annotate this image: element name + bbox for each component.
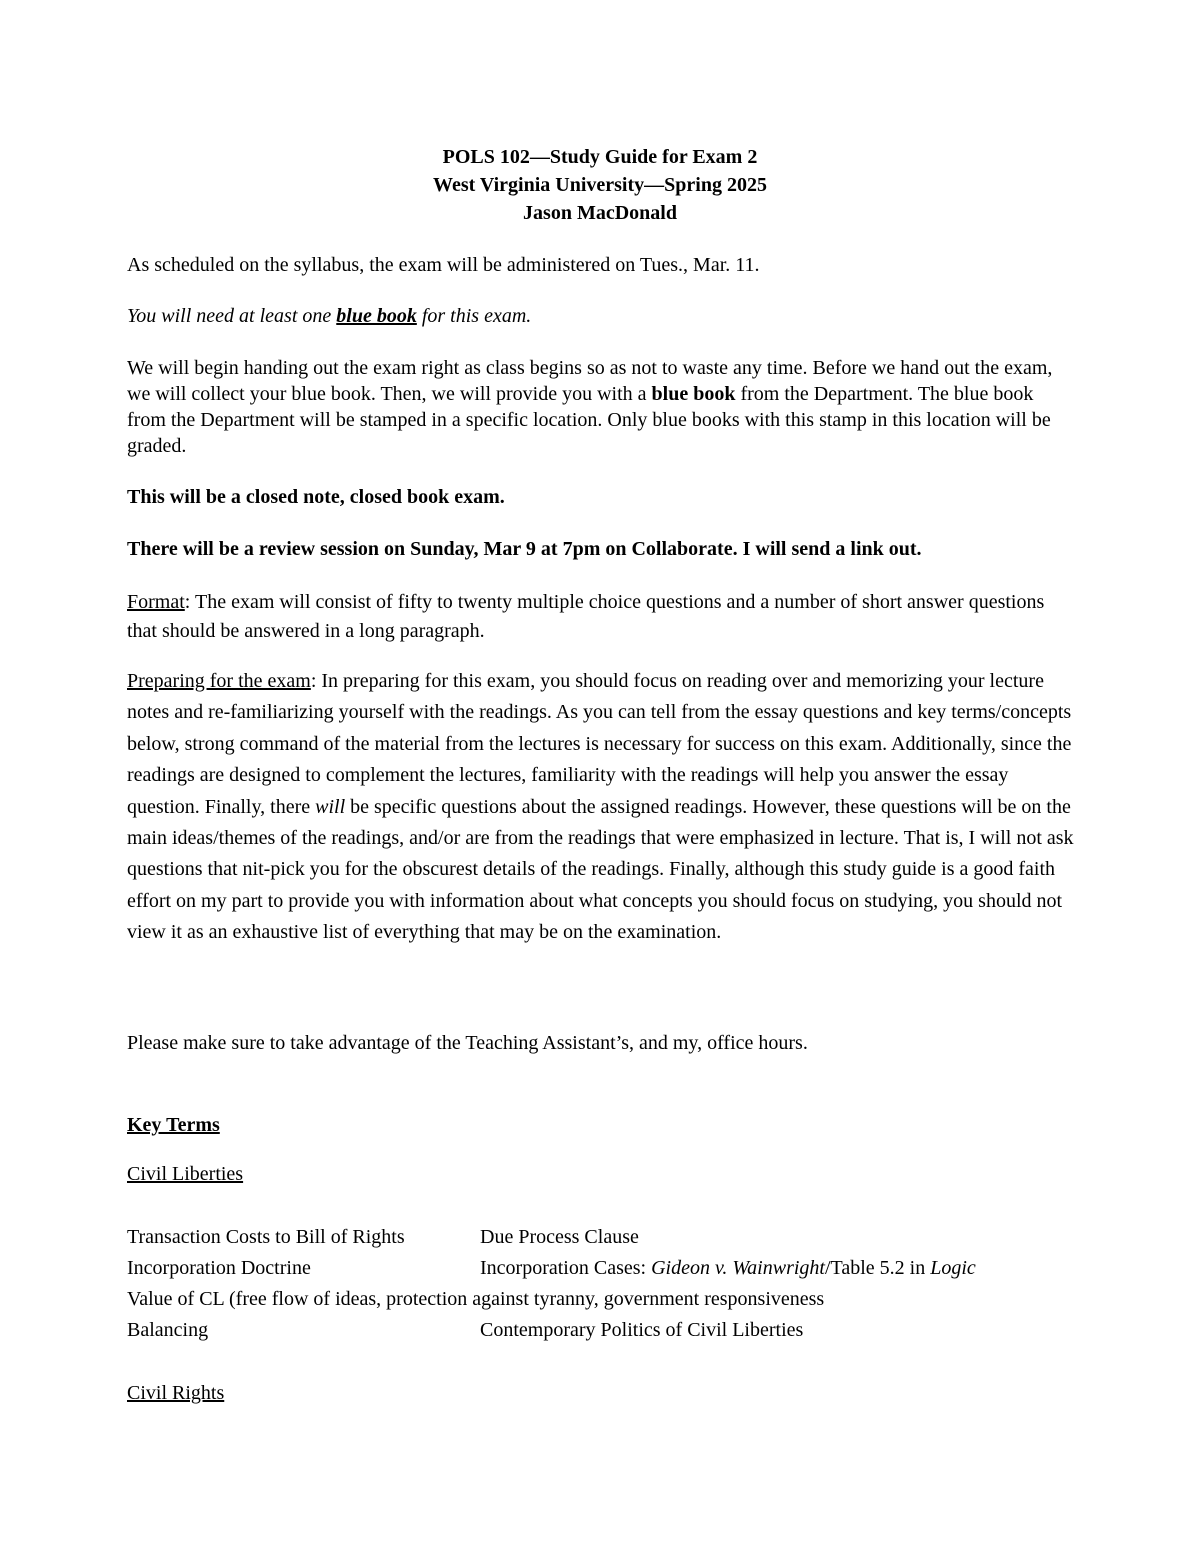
preparing-paragraph (127, 666, 1077, 949)
preparing-label: Preparing for the exam (127, 670, 311, 692)
civil-rights-heading: Civil Rights (127, 1382, 225, 1404)
handout-text-pre: We will begin handing out the exam right as class begins so as not to waste any time. Before we hand out the exam, we will collect your blue book. Then, we will provide you with a (127, 357, 1053, 405)
university-term: West Virginia University—Spring 2025 (433, 174, 767, 196)
instructor-name: Jason MacDonald (523, 202, 677, 224)
format-label: Format (127, 591, 185, 613)
exam-handout-paragraph (127, 355, 1077, 459)
term-transaction-costs: Transaction Costs to Bill of Rights (127, 1226, 405, 1248)
civil-liberties-heading: Civil Liberties (127, 1163, 244, 1185)
logic-book-title: Logic (930, 1257, 976, 1279)
incorporation-cases-pre: Incorporation Cases: (480, 1257, 652, 1279)
course-title: POLS 102—Study Guide for Exam 2 (442, 146, 758, 168)
term-incorporation-doctrine: Incorporation Doctrine (127, 1257, 311, 1279)
term-incorporation-cases (480, 1253, 976, 1284)
key-terms-heading: Key Terms (127, 1114, 220, 1136)
review-session-notice: There will be a review session on Sunday, Mar 9 at 7pm on Collaborate. I will send a link out. (127, 538, 922, 560)
term-due-process-clause: Due Process Clause (480, 1226, 639, 1248)
format-text: : The exam will consist of fifty to twenty multiple choice questions and a number of short answer questions that should be answered in a long paragraph. (127, 591, 1045, 642)
key-terms-row (127, 1253, 1087, 1284)
office-hours-paragraph: Please make sure to take advantage of the Teaching Assistant’s, and my, office hours. (127, 1032, 808, 1054)
preparing-will-emphasis: will (315, 795, 346, 818)
exam-schedule-paragraph: As scheduled on the syllabus, the exam will be administered on Tues., Mar. 11. (127, 254, 760, 276)
blue-book-notice-pre: You will need at least one (127, 305, 337, 327)
format-paragraph (127, 588, 1077, 646)
incorporation-cases-mid: /Table 5.2 in (824, 1257, 931, 1279)
handout-text-post: from the Department. The blue book from the Department will be stamped in a specific location. Only blue books with this stamp in this location will be graded. (127, 383, 1051, 457)
blue-book-emphasis: blue book (336, 305, 417, 327)
document-header (0, 143, 1200, 227)
term-value-of-cl: Value of CL (free flow of ideas, protection against tyranny, government responsiveness (127, 1288, 825, 1310)
blue-book-notice (127, 303, 1077, 329)
term-contemporary-politics: Contemporary Politics of Civil Liberties (480, 1319, 804, 1341)
key-terms-row (127, 1284, 1087, 1315)
blue-book-notice-post: for this exam. (416, 305, 532, 327)
preparing-text-post: be specific questions about the assigned readings. However, these questions will be on the main ideas/themes of the readings, and/or are from the readings that were emphasized in lecture. That is, I will not ask questions that nit-pick you for the obscurest details of the readings. Finally, although this study guide is a good faith effort on my part to provide you with information about what concepts you should focus on studying, you should not view it as an exhaustive list of everything that may be on the examination. (127, 795, 1074, 944)
closed-note-notice: This will be a closed note, closed book exam. (127, 486, 505, 508)
key-terms-row (127, 1222, 1087, 1253)
key-terms-row (127, 1315, 1087, 1346)
gideon-case-name: Gideon v. Wainwright (651, 1257, 825, 1279)
preparing-text-pre: : In preparing for this exam, you should focus on reading over and memorizing your lecture notes and re-familiarizing yourself with the readings. As you can tell from the essay questions and key terms/concepts below, strong command of the material from the lectures is necessary for success on this exam. Additionally, since the readings are designed to complement the lectures, familiarity with the readings will help you answer the essay question. Finally, there (127, 670, 1072, 818)
term-balancing: Balancing (127, 1319, 209, 1341)
handout-blue-book-bold: blue book (651, 383, 736, 405)
